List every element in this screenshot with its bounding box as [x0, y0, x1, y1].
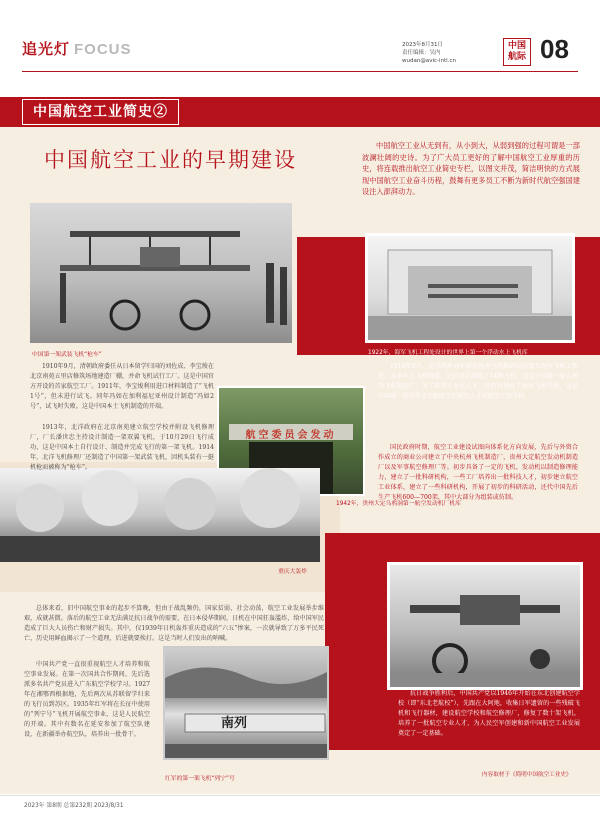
photo-caption-floating-hangar: 1922年，海军飞机工程处设计的世界上第一个浮动水上飞机库 [368, 350, 528, 356]
header-divider [22, 71, 578, 72]
logo-line-1: 中国 [507, 41, 526, 51]
body-paragraph-7: 抗日战争胜利后，中国共产党以1946年开始在东北创建航空学校（即“东北老航校”），先跟在大阿地，收集日军遗留的一些残破飞机和飞行器材，建设航空学校和航空修理厂，修复了数十架飞机，培养了一批航空专业人才，为人民空军创建和新中国航空工业发展奠定了一定基础。 [398, 690, 580, 737]
issue-date: 2023年8月31日 [402, 42, 443, 48]
lenin-plane-illustration [165, 648, 327, 758]
logo-line-2: 航际 [507, 52, 526, 62]
issue-editor: 责任编辑：吴内 [402, 50, 441, 56]
publication-logo [503, 38, 531, 66]
biplane-illustration [30, 203, 292, 343]
photo-floating-hangar [365, 233, 575, 343]
body-paragraph-6: 中国共产党一直很重视航空人才培养和航空事业发展。在第一次国共合作期间，先后选派多名共产党员进入广东航空学校学习。1927年在湘鄂西根据地，先后两次从苏联留学归来的飞行员到苏区。1935年红军将在长征中使用的“列宁号”飞机开展航空事业，这是人民航空的开端。其中有数名在延安参加了航空队建设，在新疆举办航空队，培养出一批骨干。 [24, 661, 150, 738]
body-paragraph-2: 1913年，北洋政府在北京南苑建立航空学校并附设飞机修理厂，厂长潘世忠主持设计制造一架双翼飞机，于10月29日飞行成功，这是中国本土自行设计、制造并完成飞行的第一架飞机。1914年，北洋飞机修理厂还制造了中国第一架武装飞机，因机头装有一挺机枪而被称为“枪车”。 [30, 424, 214, 471]
school-illustration [390, 565, 580, 687]
source-credit: 内容取材于《简明中国航空工业史》 [482, 772, 572, 778]
footer-issue-info: 2023年 第8期 总第232期 2023/8/31 [24, 803, 124, 809]
photo-chongqing-bombing [0, 468, 320, 562]
bombing-illustration [0, 468, 320, 562]
body-paragraph-1: 1910年9月，清朝政府委任从日本留学归国的刘佐成、李宝焌在北京南苑五里店修筑场地建造厂棚，并命飞机试行工厂。这是中国官方开设的首家航空工厂。1911年，李宝焌利用进口材料制造了“飞机1号”，但未进行试飞。同年冯如在加利福尼亚州设计制造“冯如2号”，试飞时失败。这是中国本土飞机制造的开端。 [30, 363, 214, 410]
photo-caption-lenin-aircraft: 红军的第一架飞机“列宁”号 [165, 776, 235, 782]
section-title-cn: 追光灯 [22, 40, 71, 58]
body-paragraph-5: 总体来看，旧中国航空事业的起步不算晚，但由于战乱频仍，国家贫弱，社会动荡，航空工业发展举步维艰，成就甚微。落后的航空工业无法满足抗日战争的需要，在日本侵华期间，日机在中国狂轰滥炸，给中国军民造成了巨大人员伤亡和财产损失。其中，仅1939年日机轰炸重庆造成的“六五”惨案，一次就导致了万多平民死亡，历史用鲜血揭示了一个道理，后进就要挨打。这是当时人们发出的呐喊。 [24, 605, 324, 642]
article-title: 中国航空工业的早期建设 [44, 148, 297, 172]
section-header [22, 38, 132, 59]
photo-lenin-aircraft [163, 646, 329, 760]
body-paragraph-4: 国民政府时期，航空工业建设试图向体系化方向发展，先后与外资合作成立的商业公司建立了中央杭州飞机制造厂，贵州大定航空发动机制造厂以及军事航空修理厂等。初步具备了一定的飞机、发动机以制造修理能力，建立了一批科研机构，一些工厂培养出一批科技人才，初步建立航空工业体系，建立了一些科研机构，开展了初步的科研活动，还代中国先后生产飞机600—700架，其中大部分为组装或仿制。 [378, 444, 578, 501]
photo-caption-engine-factory: 1942年，贵州大定乌鸦洞第一航空发动机厂机库 [336, 501, 461, 507]
footer-divider [0, 795, 600, 796]
issue-meta [402, 41, 502, 65]
photo-caption-armed-biplane: 中国第一架武装飞机“枪车” [32, 352, 102, 358]
body-paragraph-3: 1918年2月，北洋政府海军部在福州马尾船政局内设立海军飞机工程处，从事水上飞机制造，先后设计制造了14种飞机，这是中国第一家正规的飞机制造厂。为了培养专业化人才，还同时创办了海军飞潜学校，这是中国第一所培养关专程度学历航空人才的航空工程学校。 [378, 363, 578, 400]
photo-aviation-school [387, 562, 583, 690]
page-number: 08 [540, 34, 569, 64]
photo-armed-biplane [30, 203, 292, 343]
cave-sign-text: 航空委员会发动 [245, 430, 337, 441]
issue-email: wudan@avic-intl.cn [402, 58, 456, 64]
photo-caption-bombing: 重庆大轰炸 [278, 569, 307, 575]
series-tag: 中国航空工业简史② [22, 99, 179, 125]
article-intro: 中国航空工业从无到有，从小到大，从弱到强的过程可谓是一部波澜壮阔的史诗。为了广大员工更好的了解中国航空工业厚重的历史，将连载推出航空工业简史专栏，以图文并茂，简洁明快的方式展现中国航空工业奋斗历程，鼓舞有更多员工不断为新时代航空强国建设注入澎湃动力。 [362, 141, 580, 196]
section-title-en: FOCUS [74, 41, 132, 58]
aircraft-fuselage-label: 南列 [221, 716, 248, 731]
hangar-illustration [368, 236, 572, 340]
